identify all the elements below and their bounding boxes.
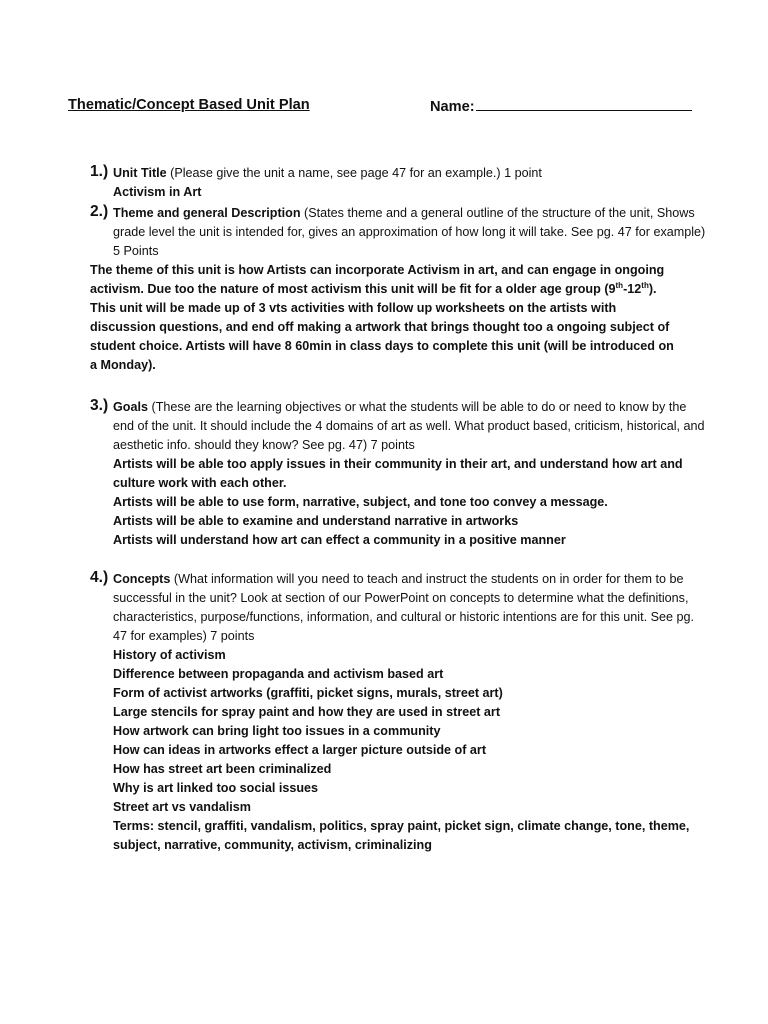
- section-prompt: [90, 204, 710, 261]
- section-number: 2.): [90, 203, 109, 220]
- answer-line: a Monday).: [90, 358, 156, 372]
- section-label: Goals: [113, 400, 148, 414]
- prompt-text: (Please give the unit a name, see page 47 for an example.) 1 point: [166, 166, 542, 180]
- section-number: 4.): [90, 569, 109, 586]
- list-item: How artwork can bring light too issues in a community: [113, 724, 441, 738]
- list-item: Why is art linked too social issues: [113, 781, 319, 795]
- section-number: 1.): [90, 163, 109, 180]
- page-header: [68, 96, 708, 118]
- section-prompt: [90, 570, 710, 646]
- answer-list: [90, 646, 710, 855]
- section-prompt: [90, 164, 710, 183]
- list-item: History of activism: [113, 648, 226, 662]
- list-item: Street art vs vandalism: [113, 800, 251, 814]
- answer-line: The theme of this unit is how Artists can incorporate Activism in art, and can engage in ongoing: [90, 263, 665, 277]
- section-number: 3.): [90, 397, 109, 414]
- answer-line: student choice. Artists will have 8 60min in class days to complete this unit (will be introduced on: [90, 339, 674, 353]
- list-item: Artists will be able to use form, narrative, subject, and tone too convey a message.: [113, 495, 608, 509]
- section-label: Concepts: [113, 572, 171, 586]
- list-item: How can ideas in artworks effect a larger picture outside of art: [113, 743, 487, 757]
- section-concepts: [90, 570, 710, 855]
- list-item: Form of activist artworks (graffiti, picket signs, murals, street art): [113, 686, 503, 700]
- answer-text: Activism in Art: [113, 185, 202, 199]
- name-field: [430, 96, 692, 117]
- page-title: Thematic/Concept Based Unit Plan: [68, 97, 310, 113]
- prompt-text: (What information will you need to teach and instruct the students on in order for them to be successful in the unit? Look at section of our PowerPoint on concepts to determine what the definitions, characteristics, purpose/functions, information, and cultural or historic intentions are for this unit. See pg. 47 for examples) 7 points: [113, 572, 695, 643]
- section-goals: [90, 398, 710, 550]
- answer-list: [90, 455, 710, 550]
- list-item: Artists will be able too apply issues in their community in their art, and understand how art and culture work with each other.: [113, 457, 683, 490]
- section-label: Unit Title: [113, 166, 167, 180]
- list-item: Large stencils for spray paint and how they are used in street art: [113, 705, 501, 719]
- list-item: Difference between propaganda and activism based art: [113, 667, 444, 681]
- section-unit-title: [90, 164, 710, 202]
- answer-line: discussion questions, and end off making a artwork that brings thought too a ongoing subject of: [90, 320, 670, 334]
- section-label: Theme and general Description: [113, 206, 301, 220]
- list-item: Artists will be able to examine and understand narrative in artworks: [113, 514, 519, 528]
- answer-line: activism. Due too the nature of most activism this unit will be fit for a older age group (9th-12th).: [90, 280, 657, 296]
- name-blank-line: [476, 96, 692, 111]
- answer-paragraph: [90, 261, 710, 375]
- section-prompt: [90, 398, 710, 455]
- section-theme-description: [90, 204, 710, 375]
- prompt-text: (States theme and a general outline of the structure of the unit, Shows grade level the unit is intended for, gives an approximation of how long it will take. See pg. 47 for example) 5 Points: [113, 206, 706, 258]
- list-item: How has street art been criminalized: [113, 762, 332, 776]
- superscript: th: [641, 280, 649, 290]
- answer-line: This unit will be made up of 3 vts activities with follow up worksheets on the artists with: [90, 301, 617, 315]
- name-label: Name:: [430, 99, 475, 115]
- list-item: Artists will understand how art can effect a community in a positive manner: [113, 533, 566, 547]
- superscript: th: [615, 280, 624, 290]
- list-item: Terms: stencil, graffiti, vandalism, politics, spray paint, picket sign, climate change, tone, theme, subject, narrative, community, activism, criminalizing: [113, 819, 690, 852]
- prompt-text: (These are the learning objectives or what the students will be able to do or need to know by the end of the unit. It should include the 4 domains of art as well. What product based, criticism, historical, and aesthetic info. should they know? See pg. 47) 7 points: [113, 400, 705, 452]
